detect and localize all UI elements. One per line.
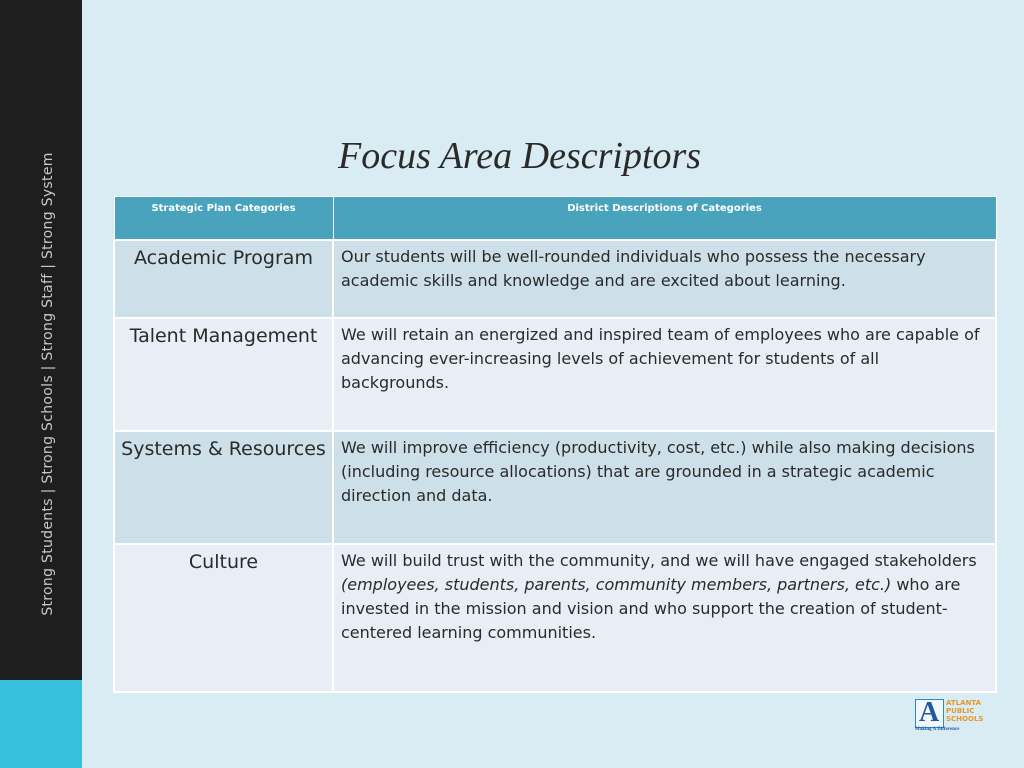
logo-line-3: SCHOOLS	[946, 715, 984, 723]
logo-letter: A	[919, 697, 940, 728]
logo-wordmark	[946, 699, 983, 723]
category-cell: Academic Program	[114, 240, 333, 318]
table-row	[114, 240, 996, 318]
sidebar-tagline: Strong Students | Strong Schools | Strong Staff | Strong System	[40, 152, 56, 616]
table-row	[114, 431, 996, 544]
header-strategic-plan-categories: Strategic Plan Categories	[114, 197, 333, 241]
header-district-descriptions: District Descriptions of Categories	[333, 197, 996, 241]
logo-line-2: PUBLIC	[946, 707, 975, 715]
sidebar-accent-block	[0, 680, 82, 768]
description-cell: Our students will be well-rounded individuals who possess the necessary academic skills and knowledge and are excited about learning.	[333, 240, 996, 318]
category-cell: Culture	[114, 544, 333, 692]
description-cell	[333, 544, 996, 692]
page-title: Focus Area Descriptors	[338, 135, 702, 177]
table-row	[114, 544, 996, 692]
category-cell: Systems & Resources	[114, 431, 333, 544]
description-text: We will build trust with the community, and we will have engaged stakeholders	[341, 551, 977, 570]
description-italic-text: (employees, students, parents, community members, partners, etc.)	[341, 575, 892, 594]
atlanta-public-schools-logo	[915, 699, 987, 733]
focus-area-table	[113, 196, 997, 693]
description-cell: We will improve efficiency (productivity, cost, etc.) while also making decisions (including resource allocations) that are grounded in a strategic academic direction and data.	[333, 431, 996, 544]
description-cell: We will retain an energized and inspired team of employees who are capable of advancing ever-increasing levels of achievement for students of all backgrounds.	[333, 318, 996, 431]
category-cell: Talent Management	[114, 318, 333, 431]
logo-tagline: Making A Difference	[915, 727, 960, 732]
logo-line-1: ATLANTA	[946, 699, 982, 707]
table-row	[114, 318, 996, 431]
description-text-end: who are invested in the mission and vision and who support the creation of student-centered learning communities.	[341, 575, 961, 642]
logo-mark-icon	[915, 699, 944, 728]
